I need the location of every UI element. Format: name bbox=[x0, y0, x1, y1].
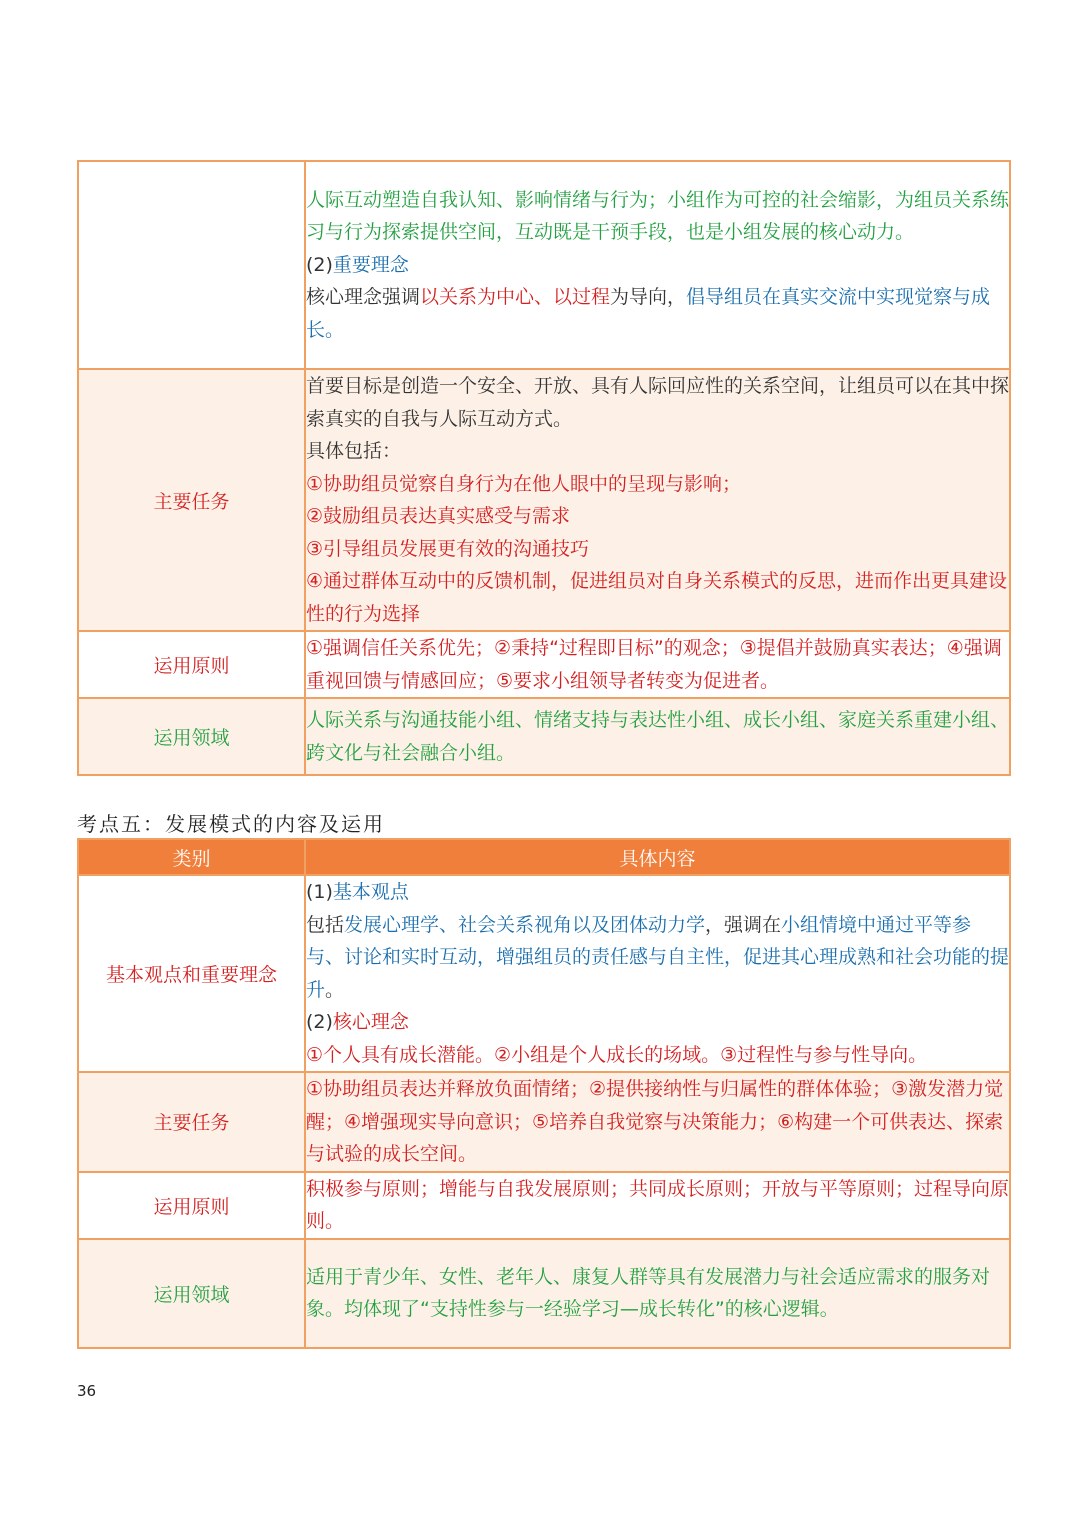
content-line bbox=[306, 909, 1009, 1007]
row-content bbox=[305, 1072, 1010, 1172]
text-segment: 为导向， bbox=[610, 286, 687, 309]
text-segment: 倡导组员在真实交流中实现觉察与成长。 bbox=[306, 286, 991, 341]
content-line bbox=[306, 876, 1009, 909]
content-line bbox=[306, 468, 1009, 501]
row-content bbox=[305, 161, 1010, 369]
text-segment: 以关系为中心、以过程 bbox=[420, 286, 611, 309]
section-title: 考点五：发展模式的内容及运用 bbox=[77, 812, 385, 836]
row-label: 主要任务 bbox=[78, 1072, 305, 1172]
row-content bbox=[305, 369, 1010, 631]
table-header-row bbox=[78, 839, 1010, 875]
text-segment: ④通过群体互动中的反馈机制，促进组员对自身关系模式的反思，进而作出更具建设性的行为选择 bbox=[306, 570, 1008, 625]
content-line bbox=[306, 249, 1009, 282]
page-number: 36 bbox=[77, 1382, 97, 1400]
text-segment: 核心理念强调 bbox=[306, 286, 421, 309]
text-segment: ①个人具有成长潜能。②小组是个人成长的场域。③过程性与参与性导向。 bbox=[306, 1043, 928, 1066]
content-line bbox=[306, 435, 1009, 468]
table-row bbox=[78, 631, 1010, 698]
row-content bbox=[305, 875, 1010, 1072]
content-line bbox=[306, 632, 1009, 697]
content-line bbox=[306, 533, 1009, 566]
text-segment: 首要目标是创造一个安全、开放、具有人际回应性的关系空间，让组员可以在其中探索真实的自我与人际互动方式。 bbox=[306, 375, 1010, 430]
table-row bbox=[78, 1172, 1010, 1239]
row-label: 运用原则 bbox=[78, 631, 305, 698]
row-content bbox=[305, 631, 1010, 698]
text-segment: ①协助组员表达并释放负面情绪；②提供接纳性与归属性的群体体验；③激发潜力觉醒；④增强现实导向意识；⑤培养自我觉察与决策能力；⑥构建一个可供表达、探索与试验的成长空间。 bbox=[306, 1078, 1004, 1165]
table-row bbox=[78, 1239, 1010, 1348]
content-line bbox=[306, 1006, 1009, 1039]
text-segment: 小组情境中通过平等参与、讨论和实时互动，增强组员的责任感与自主性，促进其心理成熟和社会功能的提升 bbox=[306, 913, 1010, 1001]
content-line bbox=[306, 704, 1009, 769]
table-row bbox=[78, 1072, 1010, 1172]
row-content bbox=[305, 1172, 1010, 1239]
text-segment: (1) bbox=[306, 881, 333, 903]
text-segment: ①强调信任关系优先；②秉持“过程即目标”的观念；③提倡并鼓励真实表达；④强调重视回馈与情感回应；⑤要求小组领导者转变为促进者。 bbox=[306, 637, 1002, 692]
content-line bbox=[306, 565, 1009, 630]
header-content: 具体内容 bbox=[305, 839, 1010, 875]
content-line bbox=[306, 281, 1009, 346]
row-label: 运用领域 bbox=[78, 1239, 305, 1348]
text-segment: 适用于青少年、女性、老年人、康复人群等具有发展潜力与社会适应需求的服务对象。均体现了“支持性参与一经验学习—成长转化”的核心逻辑。 bbox=[306, 1265, 991, 1320]
table-group-model-continued bbox=[77, 160, 1011, 776]
row-label: 基本观点和重要理念 bbox=[78, 875, 305, 1072]
row-label: 主要任务 bbox=[78, 369, 305, 631]
text-segment: 具体包括： bbox=[306, 440, 402, 462]
text-segment: (2) bbox=[306, 1011, 333, 1033]
content-line bbox=[306, 1039, 1009, 1072]
text-segment: 发展心理学、社会关系视角以及团体动力学 bbox=[344, 913, 706, 936]
header-category: 类别 bbox=[78, 839, 305, 875]
text-segment: 。 bbox=[325, 978, 345, 1001]
content-line bbox=[306, 1073, 1009, 1171]
row-label: 运用原则 bbox=[78, 1172, 305, 1239]
content-line bbox=[306, 370, 1009, 435]
text-segment: 重要理念 bbox=[332, 253, 409, 276]
text-segment: 基本观点 bbox=[332, 881, 409, 903]
content-line bbox=[306, 1261, 1009, 1326]
row-label: 运用领域 bbox=[78, 698, 305, 775]
content-line bbox=[306, 184, 1009, 249]
text-segment: 人际互动塑造自我认知、影响情绪与行为；小组作为可控的社会缩影，为组员关系练习与行为探索提供空间，互动既是干预手段，也是小组发展的核心动力。 bbox=[306, 188, 1010, 244]
text-segment: ②鼓励组员表达真实感受与需求 bbox=[306, 505, 571, 527]
row-content bbox=[305, 1239, 1010, 1348]
text-segment: 包括 bbox=[306, 913, 345, 936]
text-segment: ①协助组员觉察自身行为在他人眼中的呈现与影响； bbox=[306, 472, 742, 495]
content-line bbox=[306, 500, 1009, 533]
text-segment: 核心理念 bbox=[332, 1011, 409, 1033]
content-line bbox=[306, 1173, 1009, 1238]
row-label bbox=[78, 161, 305, 369]
table-row bbox=[78, 369, 1010, 631]
text-segment: ③引导组员发展更有效的沟通技巧 bbox=[306, 537, 590, 560]
text-segment: 人际关系与沟通技能小组、情绪支持与表达性小组、成长小组、家庭关系重建小组、跨文化与社会融合小组。 bbox=[306, 709, 1010, 764]
table-row bbox=[78, 875, 1010, 1072]
text-segment: 积极参与原则；增能与自我发展原则；共同成长原则；开放与平等原则；过程导向原则。 bbox=[306, 1177, 1010, 1232]
table-development-model bbox=[77, 838, 1011, 1349]
text-segment: ，强调在 bbox=[705, 913, 782, 936]
table-row bbox=[78, 161, 1010, 369]
table-row bbox=[78, 698, 1010, 775]
text-segment: (2) bbox=[306, 253, 333, 276]
row-content bbox=[305, 698, 1010, 775]
